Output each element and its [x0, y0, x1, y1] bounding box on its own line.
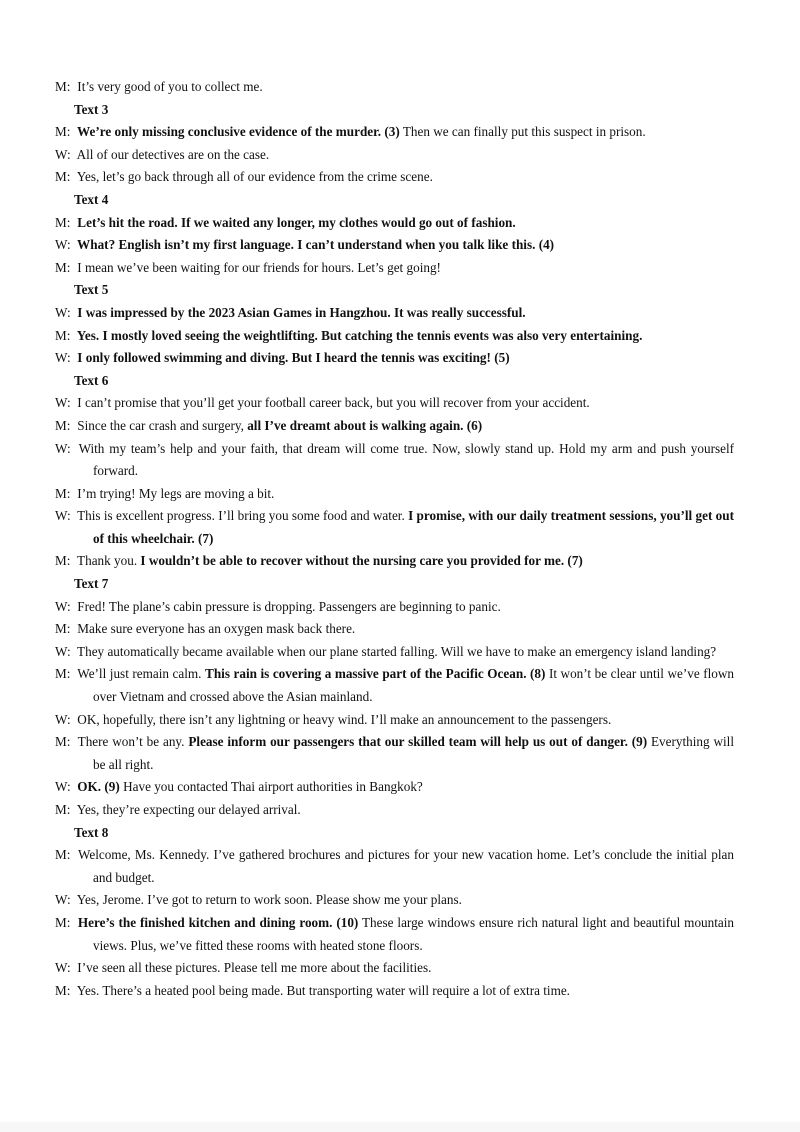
dialogue-text: Then we can finally put this suspect in prison.: [399, 124, 646, 140]
key-sentence: OK. (9): [77, 779, 120, 795]
dialogue-line: M: Make sure everyone has an oxygen mask back there.: [55, 621, 356, 637]
section-heading: Text 3: [74, 101, 109, 117]
key-sentence: What? English isn’t my first language. I can’t understand when you talk like this. (4): [74, 237, 555, 253]
dialogue-line: M: I mean we’ve been waiting for our friends for hours. Let’s get going!: [55, 259, 441, 275]
dialogue-line: M: Yes, let’s go back through all of our evidence from the crime scene.: [55, 169, 433, 185]
dialogue-line: M: We’re only missing conclusive evidence of the murder. (3) Then we can finally put this suspect in prison.: [55, 124, 646, 140]
dialogue-text: I’m trying! My legs are moving a bit.: [74, 485, 275, 501]
dialogue-text: We’ll just remain calm.: [74, 666, 206, 682]
dialogue-line: M: Here’s the finished kitchen and dining room. (10) These large windows ensure rich natural light and beautiful mountain views. Plus, we’ve fitted these rooms with heated stone floors.: [55, 914, 734, 953]
dialogue-line: M: Since the car crash and surgery, all I’ve dreamt about is walking again. (6): [55, 417, 483, 433]
dialogue-line: W: What? English isn’t my first language. I can’t understand when you talk like this. (4): [55, 237, 555, 253]
dialogue-text: It won’t be clear until we’ve flown over Vietnam and crossed above the Asian mainland.: [93, 666, 734, 705]
dialogue-text: I can’t promise that you’ll get your football career back, but you will recover from your accident.: [74, 395, 590, 411]
dialogue-text: Yes, let’s go back through all of our evidence from the crime scene.: [74, 169, 433, 185]
dialogue-text: Everything will be all right.: [93, 734, 734, 772]
dialogue-text: Yes. There’s a heated pool being made. But transporting water will require a lot of extra time.: [74, 982, 570, 998]
dialogue-text: Since the car crash and surgery,: [74, 417, 248, 433]
dialogue-line: W: Fred! The plane’s cabin pressure is dropping. Passengers are beginning to panic.: [55, 598, 501, 614]
dialogue-text: Yes, they’re expecting our delayed arrival.: [74, 802, 301, 817]
dialogue-text: Yes, Jerome. I’ve got to return to work soon. Please show me your plans.: [74, 892, 462, 908]
dialogue-text: Fred! The plane’s cabin pressure is dropping. Passengers are beginning to panic.: [74, 598, 501, 614]
dialogue-text: This is excellent progress. I’ll bring you some food and water.: [74, 508, 409, 524]
key-sentence: I was impressed by the 2023 Asian Games in Hangzhou. It was really successful.: [74, 304, 526, 320]
dialogue-text: Thank you.: [74, 553, 141, 569]
dialogue-text: With my team’s help and your faith, that dream will come true. Now, slowly stand up. Hold my arm and push yourself forward.: [74, 440, 734, 479]
dialogue-line: W: They automatically became available when our plane started falling. Will we have to make an emergency island landing?: [55, 643, 717, 659]
dialogue-line: W: OK, hopefully, there isn’t any lightning or heavy wind. I’ll make an announcement to the passengers.: [55, 711, 612, 727]
transcript-body: [55, 76, 734, 1002]
dialogue-line: W: All of our detectives are on the case.: [55, 146, 270, 162]
section-heading: Text 4: [74, 191, 109, 207]
dialogue-line: M: Let’s hit the road. If we waited any longer, my clothes would go out of fashion.: [55, 214, 516, 230]
dialogue-line: W: With my team’s help and your faith, that dream will come true. Now, slowly stand up. Hold my arm and push yourself forward.: [55, 440, 734, 479]
page-bottom-edge: [0, 1122, 800, 1132]
dialogue-line: M: There won’t be any. Please inform our passengers that our skilled team will help us out of danger. (9) Everything will be all right.: [55, 734, 734, 772]
key-sentence: I wouldn’t be able to recover without the nursing care you provided for me. (7): [140, 553, 583, 569]
key-sentence: (3): [381, 124, 400, 140]
dialogue-line: W: Yes, Jerome. I’ve got to return to work soon. Please show me your plans.: [55, 892, 462, 908]
section-heading: Text 7: [74, 576, 109, 592]
dialogue-line: W: OK. (9) Have you contacted Thai airport authorities in Bangkok?: [55, 779, 423, 795]
dialogue-line: W: I only followed swimming and diving. But I heard the tennis was exciting! (5): [55, 350, 510, 366]
dialogue-text: All of our detectives are on the case.: [74, 146, 270, 162]
key-sentence: I only followed swimming and diving. But I heard the tennis was exciting! (5): [74, 350, 510, 366]
dialogue-text: I’ve seen all these pictures. Please tell me more about the facilities.: [74, 960, 432, 976]
dialogue-text: It’s very good of you to collect me.: [74, 79, 263, 94]
dialogue-line: W: I’ve seen all these pictures. Please tell me more about the facilities.: [55, 960, 432, 976]
dialogue-line: M: I’m trying! My legs are moving a bit.: [55, 485, 275, 501]
dialogue-text: OK, hopefully, there isn’t any lightning or heavy wind. I’ll make an announcement to the passengers.: [74, 711, 612, 727]
section-heading: Text 8: [74, 824, 109, 840]
section-heading: Text 5: [74, 282, 109, 298]
dialogue-text: There won’t be any.: [74, 734, 189, 750]
dialogue-line: M: Yes, they’re expecting our delayed arrival.: [55, 802, 301, 817]
dialogue-text: Have you contacted Thai airport authorities in Bangkok?: [119, 779, 423, 795]
dialogue-line: W: This is excellent progress. I’ll bring you some food and water. I promise, with our daily treatment sessions, you’ll get out of this wheelchair. (7): [55, 508, 734, 546]
dialogue-text: Make sure everyone has an oxygen mask back there.: [74, 621, 356, 637]
key-sentence: This rain is covering a massive part of the Pacific Ocean. (8): [205, 666, 546, 682]
dialogue-line: M: Yes. There’s a heated pool being made. But transporting water will require a lot of extra time.: [55, 982, 570, 998]
key-sentence: Let’s hit the road. If we waited any longer, my clothes would go out of fashion.: [74, 214, 516, 230]
dialogue-line: W: I can’t promise that you’ll get your football career back, but you will recover from your accident.: [55, 395, 590, 411]
key-sentence: We’re only missing conclusive evidence of the murder.: [74, 124, 382, 140]
key-sentence: Here’s the finished kitchen and dining room. (10): [74, 914, 359, 930]
key-sentence: Please inform our passengers that our skilled team will help us out of danger. (9): [188, 734, 648, 750]
dialogue-line: M: It’s very good of you to collect me.: [55, 79, 263, 94]
dialogue-line: M: We’ll just remain calm. This rain is covering a massive part of the Pacific Ocean. (8) It won’t be clear until we’ve flown over Vietnam and crossed above the Asian mainland.: [55, 666, 734, 705]
dialogue-text: They automatically became available when our plane started falling. Will we have to make an emergency island landing?: [74, 643, 717, 659]
dialogue-text: I mean we’ve been waiting for our friends for hours. Let’s get going!: [74, 259, 441, 275]
key-sentence: I promise, with our daily treatment sessions, you’ll get out of this wheelchair. (7): [93, 508, 734, 546]
dialogue-line: M: Yes. I mostly loved seeing the weightlifting. But catching the tennis events was also very entertaining.: [55, 327, 643, 343]
section-heading: Text 6: [74, 372, 109, 388]
dialogue-text: Welcome, Ms. Kennedy. I’ve gathered brochures and pictures for your new vacation home. Let’s conclude the initial plan and budget.: [74, 847, 734, 885]
key-sentence: all I’ve dreamt about is walking again. (6): [247, 417, 483, 433]
dialogue-text: These large windows ensure rich natural light and beautiful mountain views. Plus, we’ve fitted these rooms with heated stone floors.: [93, 914, 734, 953]
dialogue-line: M: Thank you. I wouldn’t be able to recover without the nursing care you provided for me. (7): [55, 553, 583, 569]
dialogue-line: M: Welcome, Ms. Kennedy. I’ve gathered brochures and pictures for your new vacation home. Let’s conclude the initial plan and budget.: [55, 847, 734, 885]
key-sentence: Yes. I mostly loved seeing the weightlifting. But catching the tennis events was also very entertaining.: [74, 327, 643, 343]
dialogue-line: W: I was impressed by the 2023 Asian Games in Hangzhou. It was really successful.: [55, 304, 526, 320]
